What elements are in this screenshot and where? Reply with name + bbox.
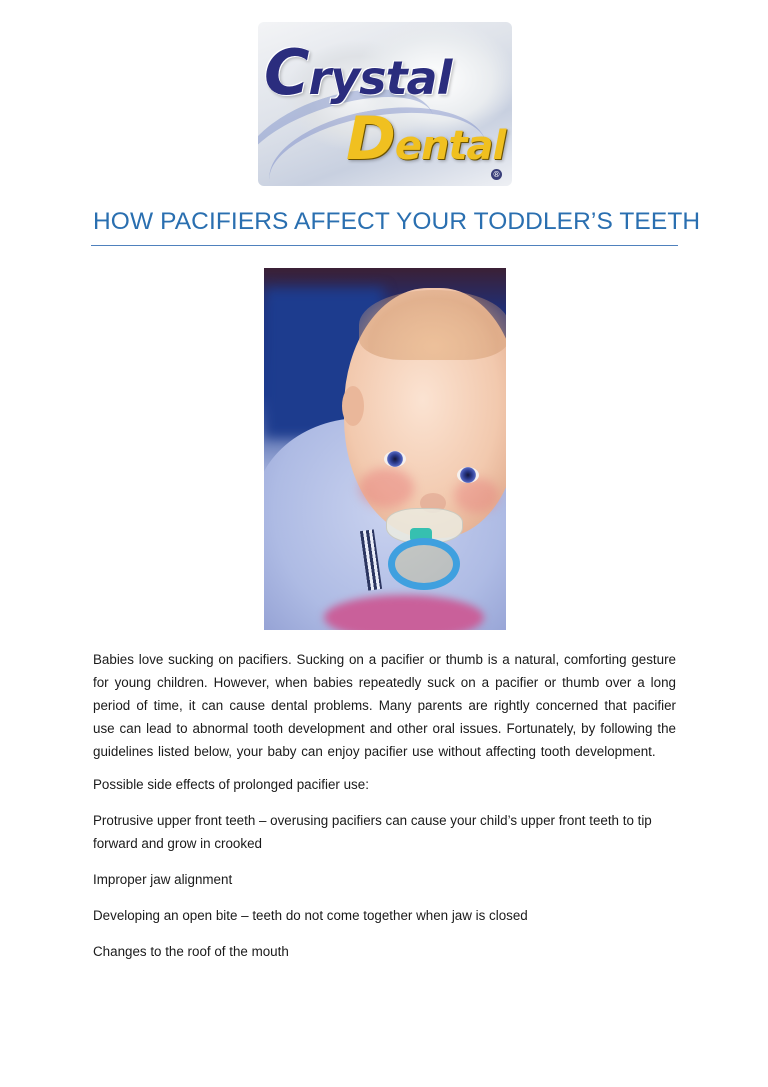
side-effect-item: Developing an open bite – teeth do not come together when jaw is closed	[93, 908, 528, 923]
page-title: HOW PACIFIERS AFFECT YOUR TODDLER’S TEETH	[93, 208, 701, 235]
logo-initial-d: D	[346, 104, 395, 174]
crystal-dental-logo	[258, 22, 512, 186]
side-effect-item: Protrusive upper front teeth – overusing pacifiers can cause your child’s upper front teeth to tip forward and grow in crooked	[93, 813, 652, 851]
side-effect-item: Changes to the roof of the mouth	[93, 944, 289, 959]
registered-trademark-icon: ®	[492, 170, 501, 179]
intro-paragraph: Babies love sucking on pacifiers. Sucking on a pacifier or thumb is a natural, comforting gesture for young children. However, when babies repeatedly suck on a pacifier or thumb over a long period of time, it can cause dental problems. Many parents are rightly concerned that pacifier use can lead to abnormal tooth development and other oral issues. Fortunately, by following the guidelines listed below, your baby can enjoy pacifier use without affecting tooth development.	[93, 652, 676, 759]
logo-initial-c: C	[264, 36, 309, 109]
side-effects-heading: Possible side effects of prolonged pacifier use:	[93, 777, 369, 792]
side-effect-item: Improper jaw alignment	[93, 872, 233, 887]
logo-text-ental: ental	[394, 123, 506, 169]
article-body	[93, 648, 676, 976]
baby-with-pacifier-photo	[264, 268, 506, 630]
title-underline-divider	[91, 245, 678, 246]
pacifier-ring	[388, 538, 460, 590]
logo-text-rystal: rystal	[308, 51, 452, 105]
logo-word-crystal	[264, 36, 451, 109]
logo-word-dental	[346, 104, 505, 174]
